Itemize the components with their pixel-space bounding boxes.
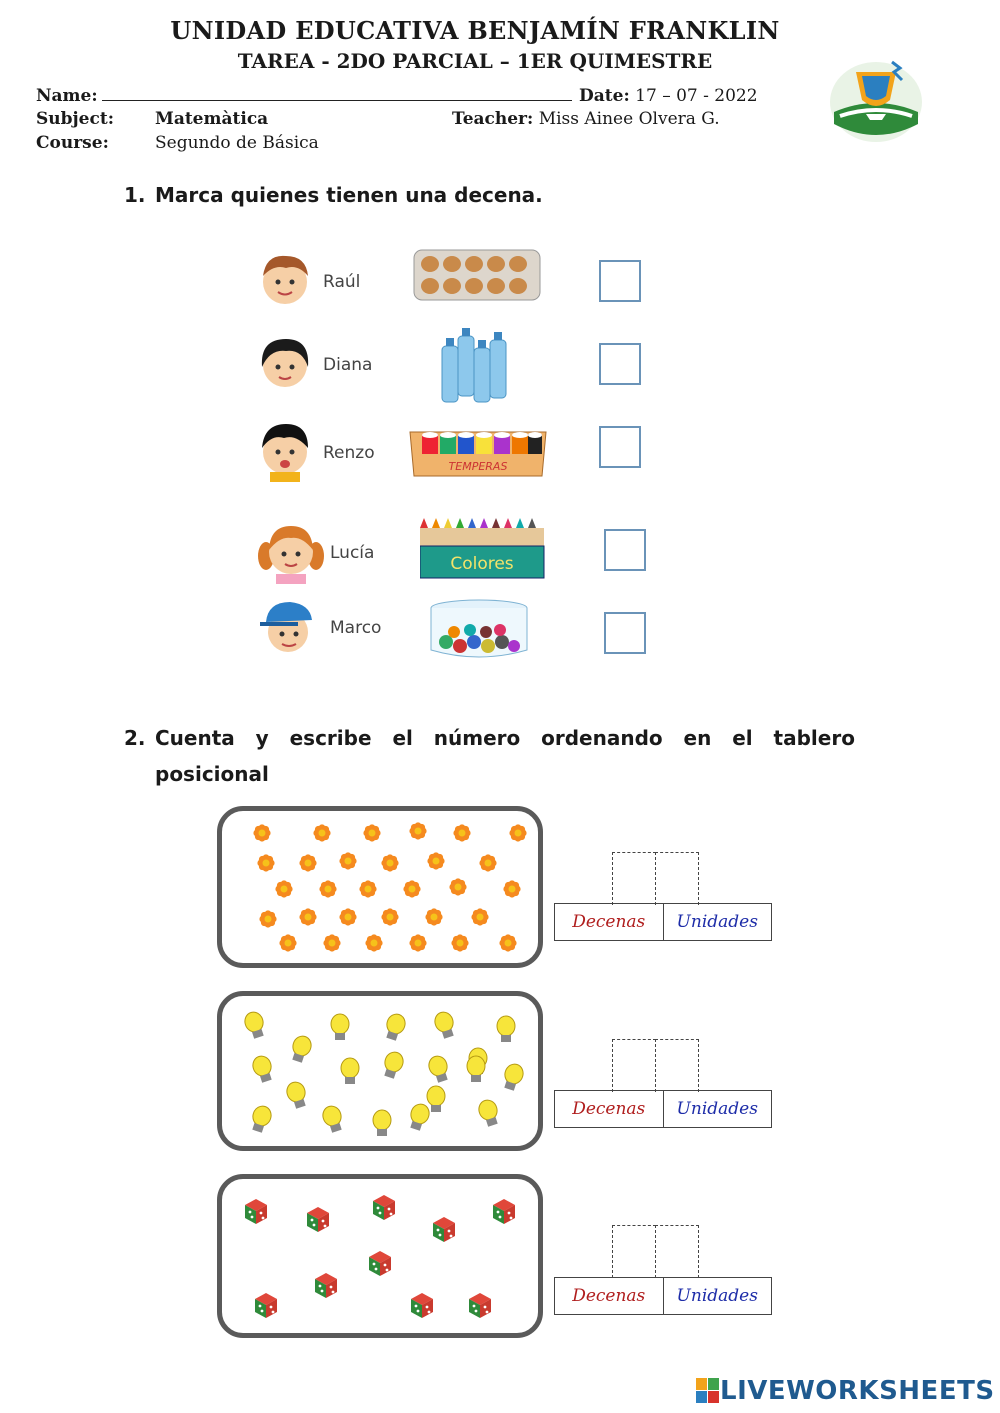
dice-icon [245, 1199, 267, 1224]
bulbs-group [222, 996, 538, 1146]
flower-icon [471, 908, 488, 925]
date-label: Date: [579, 86, 630, 106]
dice-icon [493, 1199, 515, 1224]
flower-icon [503, 880, 520, 897]
light-bulb-icon [288, 1034, 313, 1064]
light-bulb-icon [250, 1054, 275, 1084]
light-bulb-icon [497, 1016, 515, 1042]
name-row [36, 86, 758, 106]
count-box-flowers [217, 806, 543, 968]
dice-icon [255, 1293, 277, 1318]
checkbox-marco[interactable] [604, 612, 646, 654]
q2-word: el [392, 726, 413, 750]
name-field[interactable] [102, 86, 572, 101]
light-bulb-icon [320, 1104, 345, 1134]
checkbox-renzo[interactable] [599, 426, 641, 468]
tempera-label: TEMPERAS [448, 460, 508, 473]
date-value: 17 – 07 - 2022 [635, 86, 758, 106]
student-name: Diana [323, 355, 373, 375]
dice-icon [373, 1195, 395, 1220]
course-value: Segundo de Básica [155, 133, 319, 153]
flower-icon [479, 854, 496, 871]
q1-instruction: Marca quienes tienen una decena. [155, 183, 543, 207]
flower-icon [275, 880, 292, 897]
girl-face-icon [256, 520, 326, 584]
q2-word: tablero [773, 726, 855, 750]
unidades-answer-field[interactable] [655, 1039, 699, 1092]
girl-face-icon [256, 333, 314, 391]
dice-icon [411, 1293, 433, 1318]
flower-icon [259, 910, 276, 927]
flower-icon [403, 880, 420, 897]
flower-icon [339, 908, 356, 925]
q2-word: escribe [289, 726, 372, 750]
dice-icon [469, 1293, 491, 1318]
light-bulb-icon [467, 1056, 485, 1082]
tempera-paints-icon [408, 426, 548, 478]
flower-icon [365, 934, 382, 951]
light-bulb-icon [406, 1102, 431, 1132]
q2-word: en [683, 726, 712, 750]
flower-icon [253, 824, 270, 841]
decenas-label: Decenas [555, 904, 664, 940]
flower-icon [299, 854, 316, 871]
flower-icon [381, 854, 398, 871]
light-bulb-icon [432, 1010, 457, 1040]
flower-icon [509, 824, 526, 841]
dice-group [222, 1179, 538, 1333]
q2-number: 2. [124, 726, 146, 750]
teacher-row [452, 109, 720, 129]
school-title: UNIDAD EDUCATIVA BENJAMÍN FRANKLIN [170, 16, 780, 45]
flower-icon [449, 878, 466, 895]
q2-word: Cuenta [155, 726, 235, 750]
light-bulb-icon [476, 1098, 501, 1128]
subject-value: Matemàtica [155, 109, 269, 129]
teacher-label: Teacher: [452, 109, 534, 129]
q2-word: ordenando [541, 726, 663, 750]
boy-face-icon [256, 250, 314, 308]
assignment-subtitle: TAREA - 2DO PARCIAL – 1ER QUIMESTRE [237, 49, 713, 73]
flower-icon [381, 908, 398, 925]
boy-face-icon [256, 420, 314, 482]
dice-icon [315, 1273, 337, 1298]
light-bulb-icon [382, 1012, 407, 1042]
liveworksheets-logo [696, 1376, 995, 1406]
dice-icon [369, 1251, 391, 1276]
light-bulb-icon [341, 1058, 359, 1084]
student-name: Raúl [323, 272, 361, 292]
dice-icon [307, 1207, 329, 1232]
flower-icon [453, 824, 470, 841]
student-name: Lucía [330, 543, 375, 563]
light-bulb-icon [284, 1080, 309, 1110]
flower-icon [313, 824, 330, 841]
flower-icon [299, 908, 316, 925]
subject-label: Subject: [36, 109, 114, 129]
water-bottles-icon [436, 318, 516, 406]
flower-icon [323, 934, 340, 951]
colored-pencils-icon [420, 516, 546, 580]
unidades-label: Unidades [676, 912, 758, 932]
teacher-value: Miss Ainee Olvera G. [538, 109, 720, 129]
flowers-group [222, 811, 538, 963]
unidades-label: Unidades [676, 1099, 758, 1119]
place-value-board [554, 1277, 772, 1315]
flower-icon [339, 852, 356, 869]
light-bulb-icon [373, 1110, 391, 1136]
light-bulb-icon [500, 1062, 525, 1092]
place-value-board [554, 1090, 772, 1128]
q1-number: 1. [124, 183, 146, 207]
count-box-bulbs [217, 991, 543, 1151]
flower-icon [427, 852, 444, 869]
liveworksheets-brand: LIVEWORKSHEETS [720, 1376, 995, 1406]
flower-icon [257, 854, 274, 871]
flower-icon [499, 934, 516, 951]
q2-word: el [732, 726, 753, 750]
unidades-answer-field[interactable] [655, 1225, 699, 1278]
flower-icon [451, 934, 468, 951]
liveworksheets-icon [696, 1378, 720, 1404]
place-value-board [554, 903, 772, 941]
checkbox-raul[interactable] [599, 260, 641, 302]
flower-icon [359, 880, 376, 897]
light-bulb-icon [426, 1054, 451, 1084]
dice-icon [433, 1217, 455, 1242]
light-bulb-icon [331, 1014, 349, 1040]
flower-icon [409, 934, 426, 951]
decenas-answer-field[interactable] [612, 852, 656, 905]
checkbox-lucia[interactable] [604, 529, 646, 571]
decenas-answer-field[interactable] [612, 1039, 656, 1092]
student-name: Marco [330, 618, 382, 638]
unidades-label: Unidades [676, 1286, 758, 1306]
colores-label: Colores [450, 554, 514, 574]
flower-icon [425, 908, 442, 925]
q2-instruction-line2: posicional [155, 762, 269, 786]
q2-word: número [433, 726, 521, 750]
course-label: Course: [36, 133, 109, 153]
light-bulb-icon [380, 1050, 405, 1080]
flower-icon [363, 824, 380, 841]
flower-icon [319, 880, 336, 897]
egg-carton-icon [412, 244, 542, 304]
boy-face-icon [258, 596, 320, 658]
q2-word: y [255, 726, 269, 750]
decenas-answer-field[interactable] [612, 1225, 656, 1278]
decenas-label: Decenas [555, 1091, 664, 1127]
count-box-dice [217, 1174, 543, 1338]
decenas-label: Decenas [555, 1278, 664, 1314]
light-bulb-icon [248, 1104, 273, 1134]
student-name: Renzo [323, 443, 375, 463]
flower-icon [409, 822, 426, 839]
light-bulb-icon [427, 1086, 445, 1112]
light-bulb-icon [242, 1010, 267, 1040]
unidades-answer-field[interactable] [655, 852, 699, 905]
checkbox-diana[interactable] [599, 343, 641, 385]
marbles-jar-icon [428, 598, 530, 662]
school-logo-icon [826, 54, 926, 144]
q2-instruction [155, 726, 855, 750]
name-label: Name: [36, 86, 98, 106]
flower-icon [279, 934, 296, 951]
